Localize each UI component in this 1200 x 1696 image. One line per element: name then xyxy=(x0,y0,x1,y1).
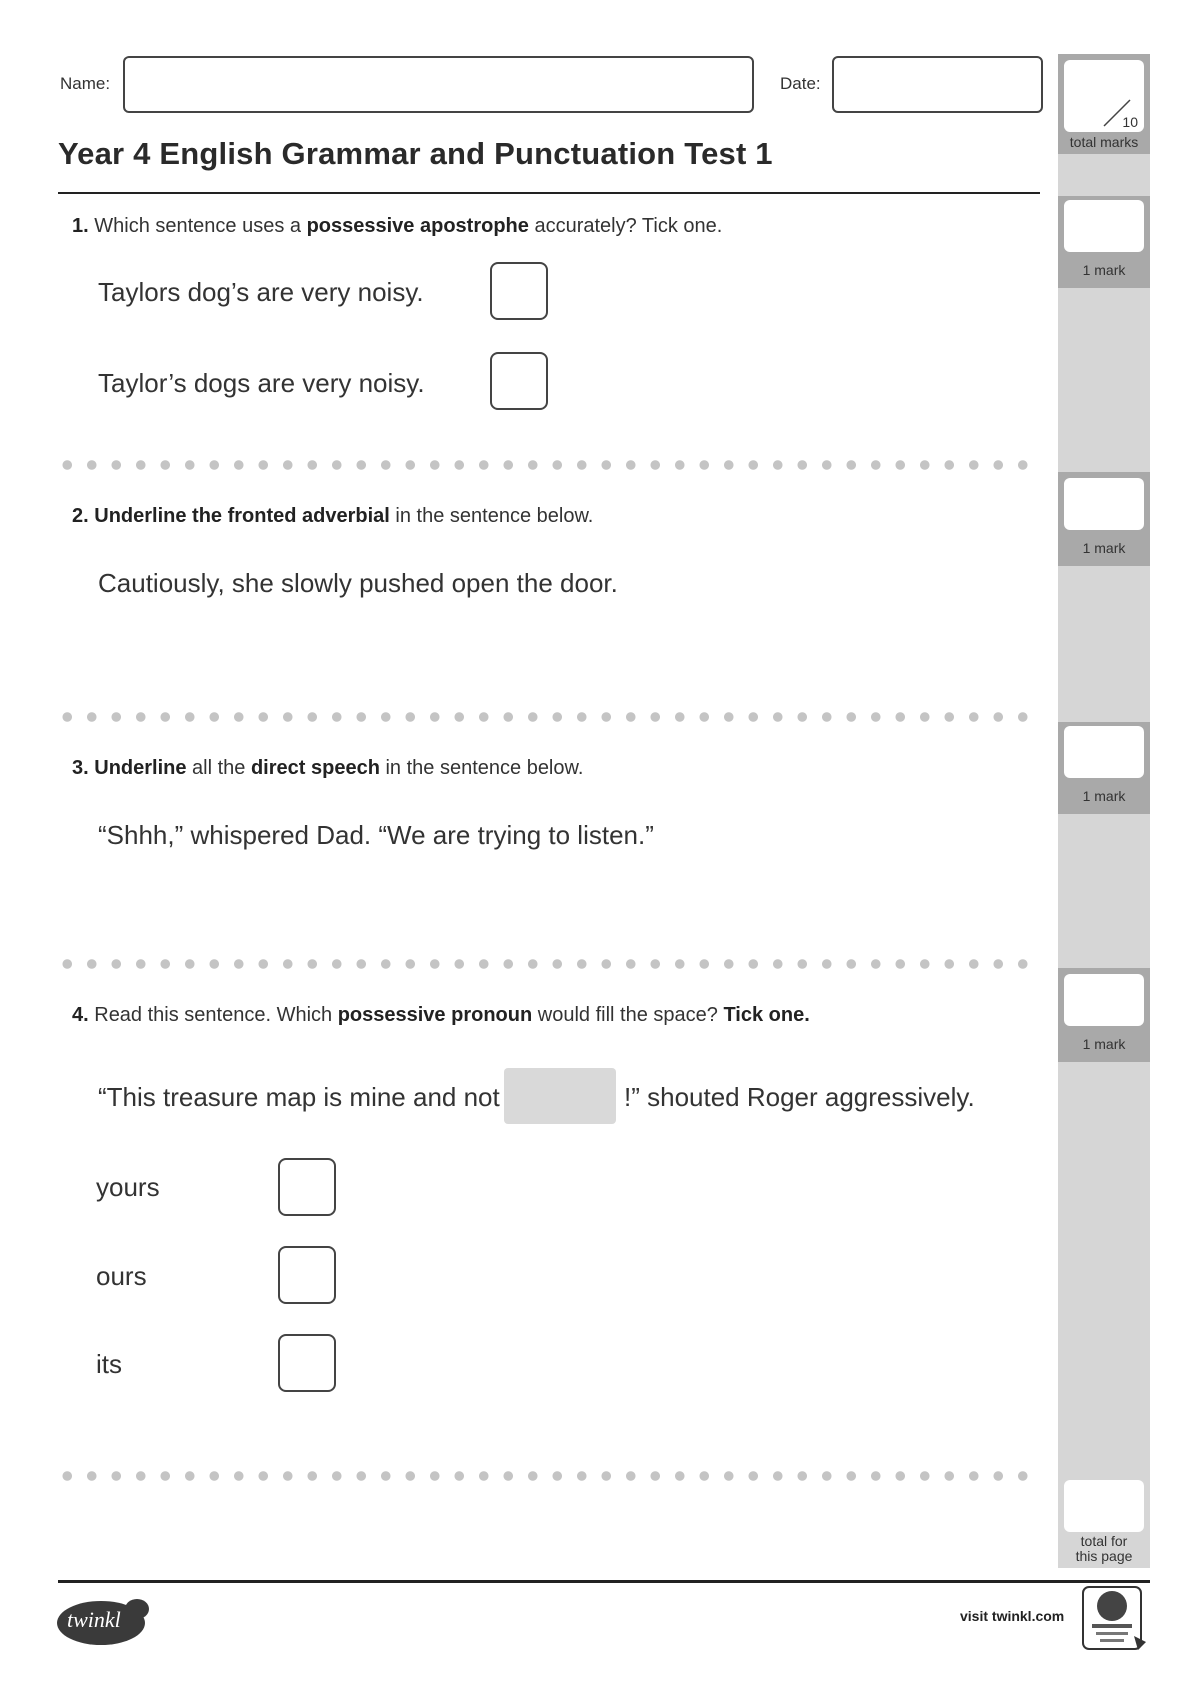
page-total-line1: total for xyxy=(1080,1533,1128,1549)
q3-mark-box[interactable] xyxy=(1064,726,1144,778)
q4-option-its-text: its xyxy=(96,1349,122,1379)
q4-option-ours-checkbox[interactable] xyxy=(278,1246,336,1304)
q4-sentence-end: !” shouted Roger aggressively. xyxy=(624,1082,975,1112)
q1-option-b-text: Taylor’s dogs are very noisy. xyxy=(98,368,425,398)
dotted-separator xyxy=(55,958,1041,970)
q1-mark-box[interactable] xyxy=(1064,200,1144,252)
footer-divider xyxy=(58,1580,1150,1583)
title-divider xyxy=(58,192,1040,194)
q4-mark-label: 1 mark xyxy=(1082,1036,1126,1052)
q4-sentence-start: “This treasure map is mine and not xyxy=(98,1082,500,1112)
page-total-box[interactable] xyxy=(1064,1480,1144,1532)
q3-number: 3. xyxy=(72,757,89,779)
q2-sentence[interactable]: Cautiously, she slowly pushed open the door. xyxy=(98,568,618,598)
name-field[interactable] xyxy=(123,56,754,113)
name-label: Name: xyxy=(60,74,111,93)
dotted-separator xyxy=(55,459,1041,471)
total-marks-box[interactable] xyxy=(1064,60,1144,132)
website-link[interactable]: visit twinkl.com xyxy=(960,1608,1065,1624)
total-marks-value: 10 xyxy=(1122,114,1138,130)
q4-option-yours-text: yours xyxy=(96,1172,160,1202)
q4-prompt: 4. Read this sentence. Which possessive pronoun would fill the space? Tick one. xyxy=(72,1004,810,1026)
q4-option-its-checkbox[interactable] xyxy=(278,1334,336,1392)
logo-text: twinkl xyxy=(67,1607,121,1632)
total-marks-label: total marks xyxy=(1069,134,1139,150)
q2-mark-box[interactable] xyxy=(1064,478,1144,530)
q4-mark-box[interactable] xyxy=(1064,974,1144,1026)
q4-blank-space xyxy=(504,1068,616,1124)
date-field[interactable] xyxy=(832,56,1043,113)
q4-option-ours-text: ours xyxy=(96,1261,147,1291)
date-label: Date: xyxy=(780,74,821,93)
page-total-line2: this page xyxy=(1075,1548,1133,1564)
q2-number: 2. xyxy=(72,505,89,527)
q1-option-b-checkbox[interactable] xyxy=(490,352,548,410)
q3-prompt: 3. Underline all the direct speech in the sentence below. xyxy=(72,757,584,779)
page-total-label xyxy=(1058,1534,1150,1564)
dotted-separator xyxy=(55,711,1041,723)
page-title: Year 4 English Grammar and Punctuation Test 1 xyxy=(58,136,773,171)
q1-number: 1. xyxy=(72,215,89,237)
q1-prompt: 1. Which sentence uses a possessive apostrophe accurately? Tick one. xyxy=(72,215,723,237)
q4-option-yours-checkbox[interactable] xyxy=(278,1158,336,1216)
q4-number: 4. xyxy=(72,1004,89,1026)
q2-mark-label: 1 mark xyxy=(1082,540,1126,556)
quality-badge xyxy=(1082,1586,1148,1652)
dotted-separator xyxy=(55,1470,1041,1482)
q3-sentence[interactable]: “Shhh,” whispered Dad. “We are trying to listen.” xyxy=(98,820,654,850)
q1-option-a-text: Taylors dog’s are very noisy. xyxy=(98,277,424,307)
q1-option-a-checkbox[interactable] xyxy=(490,262,548,320)
quality-badge-icon xyxy=(1082,1586,1148,1652)
q2-prompt: 2. Underline the fronted adverbial in the sentence below. xyxy=(72,505,594,527)
q1-mark-label: 1 mark xyxy=(1082,262,1126,278)
q3-mark-label: 1 mark xyxy=(1082,788,1126,804)
twinkl-logo[interactable] xyxy=(55,1595,153,1647)
